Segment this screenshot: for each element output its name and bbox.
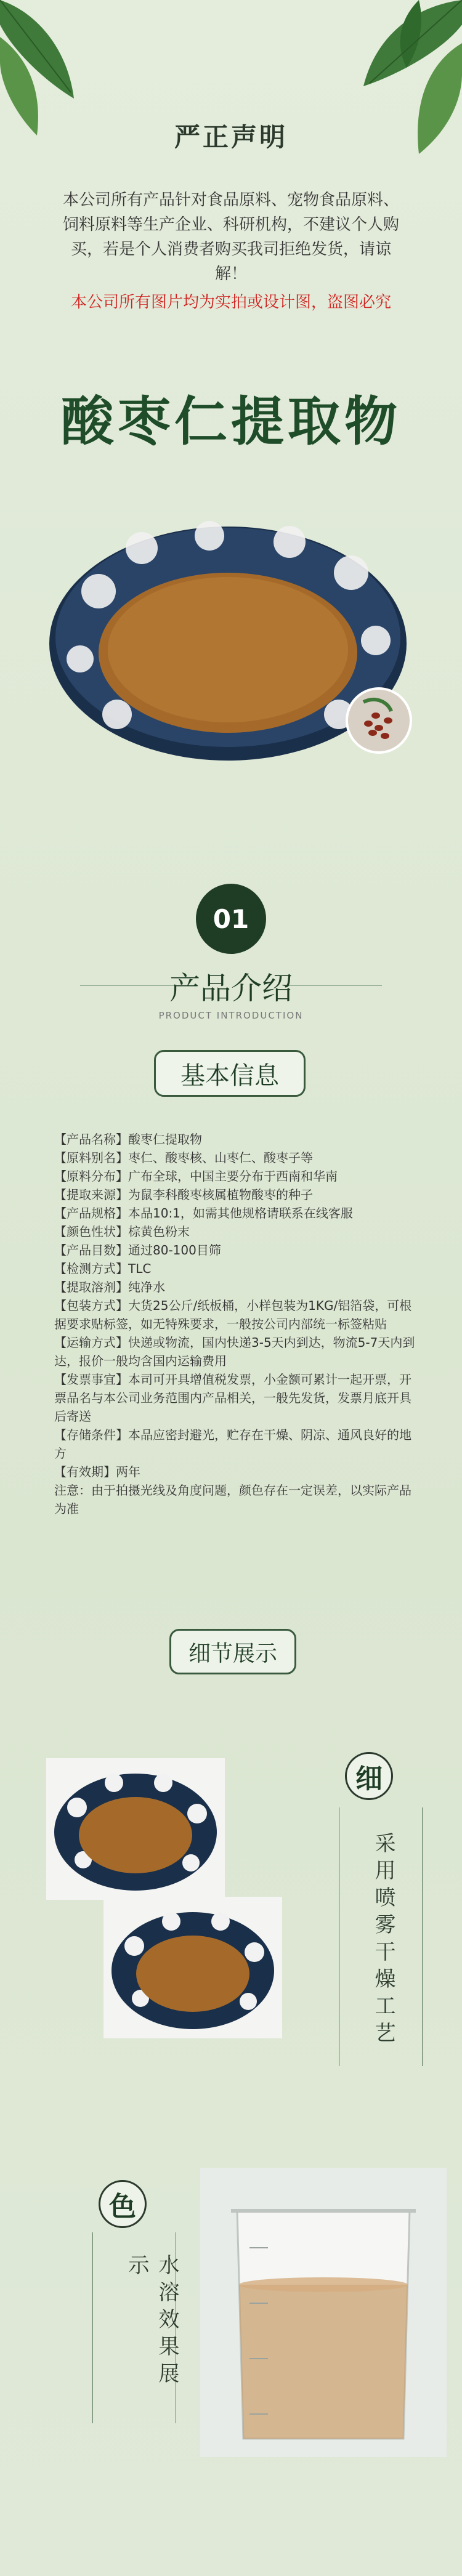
info-line: 【颜色性状】棕黄色粉末 xyxy=(54,1224,190,1239)
feature-char-fine: 细 xyxy=(345,1752,393,1800)
info-line: 【产品规格】本品10:1，如需其他规格请联系在线客服 xyxy=(54,1206,353,1221)
info-line: 【产品目数】通过80-100目筛 xyxy=(54,1243,221,1258)
feature-text-water-solubility: 水溶效果展示 xyxy=(124,2254,179,2389)
feature-char-color: 色 xyxy=(99,2180,147,2228)
notice-warning: 本公司所有图片均为实拍或设计图，盗图必究 xyxy=(70,293,391,312)
notice-title: 严正声明 xyxy=(174,122,288,152)
detail-bowl-image-1 xyxy=(46,1758,225,1900)
info-line: 【提取来源】为鼠李科酸枣核属植物酸枣的种子 xyxy=(54,1187,313,1202)
feature-text-spray-dry: 采用喷雾干燥工艺 xyxy=(371,1832,395,2049)
info-line: 【运输方式】快递或物流，国内快递3-5天内到达，物流5-7天内到达，报价一般均含国内运输费用 xyxy=(54,1335,415,1368)
info-line: 注意：由于拍摄光线及角度问题，颜色存在一定误差，以实际产品为准 xyxy=(54,1483,411,1516)
basic-info-label-text: 基本信息 xyxy=(180,1061,279,1090)
basic-info-list xyxy=(54,1130,418,1518)
detail-label xyxy=(169,1629,296,1674)
section-title: 产品介绍 xyxy=(169,971,293,1006)
section-subtitle: PRODUCT INTRODUCTION xyxy=(158,1010,304,1021)
basic-info-label xyxy=(154,1050,306,1097)
feature-frame-line xyxy=(92,2232,93,2423)
info-line: 【包装方式】大货25公斤/纸板桶，小样包装为1KG/铝箔袋，可根据要求贴标签，如无特殊要求，一般按公司内部统一标签粘贴 xyxy=(54,1298,412,1331)
detail-label-text: 细节展示 xyxy=(188,1641,277,1666)
feature-frame-line xyxy=(422,1807,423,2066)
section-number-badge: 01 xyxy=(196,884,266,954)
notice-body: 本公司所有产品针对食品原料、宠物食品原料、饲料原料等生产企业、科研机构，不建议个人购买，若是个人消费者购买我司拒绝发货，请谅解！ xyxy=(62,191,399,283)
info-line: 【有效期】两年 xyxy=(54,1464,140,1479)
product-bowl-image xyxy=(43,499,419,764)
product-title: 酸枣仁提取物 xyxy=(61,391,401,453)
info-line: 【产品名称】酸枣仁提取物 xyxy=(54,1132,202,1147)
water-solution-beaker-image xyxy=(200,2168,447,2457)
info-line: 【原料分布】广布全球，中国主要分布于西南和华南 xyxy=(54,1169,338,1184)
info-line: 【提取溶剂】纯净水 xyxy=(54,1280,165,1294)
info-line: 【发票事宜】本司可开具增值税发票，小金额可累计一起开票，开票品名与本公司业务范围内产品相关，一般先发货，发票月底开具后寄送 xyxy=(54,1372,411,1424)
info-line: 【检测方式】TLC xyxy=(54,1261,152,1276)
detail-bowl-image-2 xyxy=(103,1897,282,2038)
info-line: 【原料别名】枣仁、酸枣核、山枣仁、酸枣子等 xyxy=(54,1150,313,1165)
info-line: 【存储条件】本品应密封避光，贮存在干燥、阴凉、通风良好的地方 xyxy=(54,1427,411,1461)
